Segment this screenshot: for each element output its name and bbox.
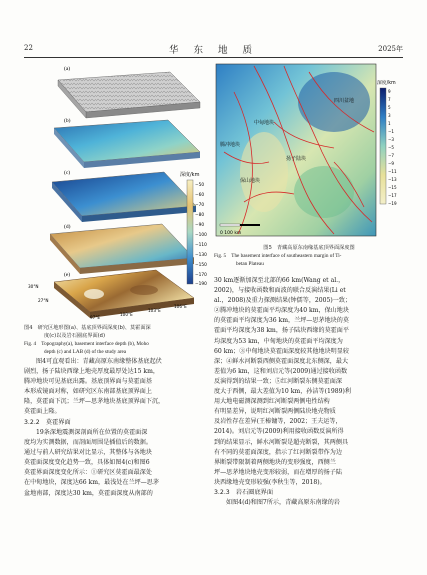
- page-header: [24, 42, 403, 56]
- paragraph-line: 有明显差异，说明红河断裂两侧陆块地壳物质: [214, 408, 336, 416]
- panel-tag-d: (d): [64, 224, 71, 230]
- lon-label: 106°E: [174, 304, 187, 309]
- paragraph-line: 30 km逐渐加深至北部的66 km(Wang et al.，: [214, 277, 345, 284]
- scale-tick: −5: [388, 145, 395, 150]
- paragraph-line: 界断裂带限制着两侧地块的变形强度，西侧兰: [214, 458, 336, 466]
- scale-tick: −7: [388, 153, 395, 158]
- figure-5-scale-title: 深度/km: [377, 81, 396, 86]
- paragraph-line: ②腾冲地块的莫霍面平均深度为40 km，保山地块: [214, 307, 349, 315]
- scale-tick: −9: [388, 161, 395, 166]
- scale-tick: −80: [195, 213, 205, 218]
- paragraph-line: 盆地南部，深度达30 km，莫霍面深度从南部的: [24, 489, 153, 497]
- left-body: [24, 357, 212, 499]
- paragraph-line: 深；④鲜水河断裂西侧莫霍面深度北东侧深，最大: [214, 357, 349, 365]
- panel-tag-a: (a): [64, 66, 71, 72]
- paragraph-line: 霍面平均深度为38 km，扬子陆块西缘的莫霍面平: [214, 327, 349, 335]
- figure-5-scale-ticks: [388, 89, 397, 206]
- paragraph-line: 度大于西侧，最大差值为10 km，孙洁等(1989)利: [214, 388, 351, 396]
- figure-5-caption-en-2: betan Plateau: [236, 261, 264, 268]
- scale-tick: −13: [388, 177, 397, 182]
- figure-4-caption-cn-2: 度(c)以及岩石圈底界面(d): [44, 333, 106, 340]
- panel-tag-c: (c): [64, 170, 71, 176]
- figure-4-graphic: [24, 62, 212, 320]
- paragraph-line: 腾冲地块可见基底出露。基底顶界面与莫霍面基: [24, 378, 152, 386]
- header-rule: [24, 57, 403, 58]
- paragraph-line: al.，2008)及重力探测结果(钟儒等，2005)一致；: [214, 297, 352, 305]
- scale-tick: −11: [388, 169, 397, 174]
- scale-tick: −50: [195, 183, 205, 188]
- paragraph-line: 块西缘地壳变形较强(李秋生等，2018)。: [214, 478, 326, 486]
- map-label-sichuan-basin: 四川盆地: [334, 98, 355, 104]
- paragraph-line: 用大地电磁测深测到红河断裂两侧电性结构: [214, 398, 330, 406]
- figure-4-caption-en-2: depth (c) and LAB (d) of the study area: [44, 349, 127, 356]
- scale-tick: 1: [388, 121, 391, 126]
- page-number: 22: [24, 44, 33, 52]
- publication-year: 2025年: [378, 45, 403, 53]
- scale-tick: 9: [388, 89, 391, 94]
- scale-tick: −110: [195, 243, 207, 248]
- lat-label: 27°N: [38, 298, 49, 303]
- lat-label: 30°N: [28, 284, 39, 289]
- figure-5-caption-en-1: Fig. 5 The basement interface of southeastern margin of Ti-: [214, 253, 342, 260]
- lon-label: 97°E: [90, 315, 101, 320]
- scale-bar-label: 0 100 km: [220, 231, 242, 236]
- scale-tick: −19: [388, 201, 397, 206]
- lon-label: 103°E: [148, 308, 161, 313]
- figure-4: [24, 62, 212, 356]
- panel-tag-e: (e): [64, 272, 71, 278]
- paragraph-line: 通过与前人研究结果对比显示，其整体与各地块: [24, 449, 152, 457]
- scale-tick: −90: [195, 223, 205, 228]
- section-heading-lab: 3.2.3 岩石圈底界面: [214, 488, 274, 496]
- scale-tick: −17: [388, 193, 397, 198]
- figure-5-caption-cn: 图5 青藏高原东南缘基底顶界面深度图: [263, 245, 355, 251]
- map-label-yangtze: 扬子陆块: [286, 156, 307, 162]
- paragraph-line: 在中甸地块，深度达66 km，最浅处在兰坪—思茅: [24, 479, 159, 487]
- scale-tick: −70: [195, 203, 205, 208]
- figure-4-scale-title: 深度/km: [180, 172, 200, 178]
- paragraph-line: 莫霍面深度变化趋势一致，具体如图4(c)和图6: [24, 459, 150, 467]
- paragraph-line: 坪—思茅地块地壳变形较弱，而在增厚的扬子陆: [214, 468, 342, 476]
- journal-title: 华 东 地 质: [168, 45, 259, 56]
- figure-4-scale-ticks: [195, 182, 207, 287]
- scale-tick: −60: [195, 193, 205, 198]
- paragraph-line: 2014)。刘启元等(2009)利用接收函数反演所得: [214, 428, 344, 436]
- scale-tick: −1: [388, 129, 395, 134]
- map-label-zhongdian: 中甸地块: [254, 120, 275, 126]
- scale-tick: −150: [195, 263, 207, 268]
- map-label-tengchong: 腾冲地块: [220, 142, 241, 148]
- paragraph-line: 反演得到的结果一致；⑤红河断裂东侧莫霍面深: [214, 377, 342, 385]
- paragraph-line: 差值为6 km，这和刘启元等(2009)通过接收函数: [214, 367, 348, 375]
- right-body: [214, 276, 404, 508]
- paragraph-line: 本形成镜面对称，如研究区东南部基底顶界面上: [24, 388, 152, 396]
- figure-4-color-scale: [187, 180, 193, 284]
- paragraph-line: 图4可直观看出：青藏高原东南缘整体基底起伏: [36, 358, 162, 365]
- paragraph-line: 19条深地震测深剖面所在位置的莫霍面深: [36, 428, 148, 436]
- paragraph-line: 2002)，与接收函数和面波的联合反演结果(Li et: [214, 287, 346, 295]
- paragraph-line: 莫霍面上隆。: [24, 408, 61, 416]
- paragraph-line: 度均为实测数据，而剖面周围是插值后的数据。: [24, 439, 152, 447]
- scale-tick: −100: [195, 233, 207, 238]
- scale-tick: 7: [388, 97, 391, 102]
- panel-tag-b: (b): [64, 118, 71, 124]
- scale-tick: −15: [388, 185, 397, 190]
- paragraph-line: 的莫霍面平均深度为36 km，兰坪—思茅地块的莫: [214, 317, 349, 325]
- figure-4-caption-cn-1: 图4 研究区地形图(a)、基底顶界面深度(b)、莫霍面深: [24, 325, 151, 331]
- scale-tick: −170: [195, 273, 207, 278]
- scale-tick: −3: [388, 137, 395, 142]
- map-label-baoshan: 保山地块: [240, 178, 261, 184]
- paragraph-line: 隆，莫霍面下沉；兰坪—思茅地块基底顶界面下沉，: [24, 398, 165, 406]
- paragraph-line: 及岩性存在差异(王椿镛等，2002；王夫运等，: [214, 418, 342, 426]
- figure-5: [214, 62, 404, 272]
- scale-tick: −190: [195, 282, 207, 287]
- paragraph-line: 有不同的莫霍面深度，指示了红河断裂带作为边: [214, 448, 342, 456]
- scale-tick: 5: [388, 105, 391, 110]
- section-heading-moho: 3.2.2 莫霍界面: [24, 418, 71, 426]
- paragraph-line: 到的结果显示，鲜水河断裂是超壳断裂，其两侧具: [214, 438, 349, 446]
- figure-4-caption-en-1: Fig. 4 Topography(a), basement interface depth (b), Moho: [24, 341, 149, 348]
- paragraph-line: 莫霍界面深度变化所示：①研究区莫霍面最深处: [24, 469, 152, 477]
- paragraph-line: 如图4(d)和图7所示，青藏高原东南缘的岩: [226, 499, 340, 507]
- paragraph-line: 剧烈，扬子陆块西缘上地壳厚度最厚处达15 km，: [24, 368, 159, 376]
- paragraph-line: 均深度为53 km，中甸地块的莫霍面平均深度为: [214, 337, 343, 345]
- lon-label: 100°E: [120, 312, 133, 317]
- scale-tick: −130: [195, 253, 207, 258]
- figure-5-graphic: [214, 62, 404, 240]
- paragraph-line: 60 km；③中甸地块莫霍面深度较其他地块明显较: [214, 347, 349, 355]
- figure-5-color-scale: [380, 88, 386, 204]
- scale-tick: 3: [388, 113, 391, 118]
